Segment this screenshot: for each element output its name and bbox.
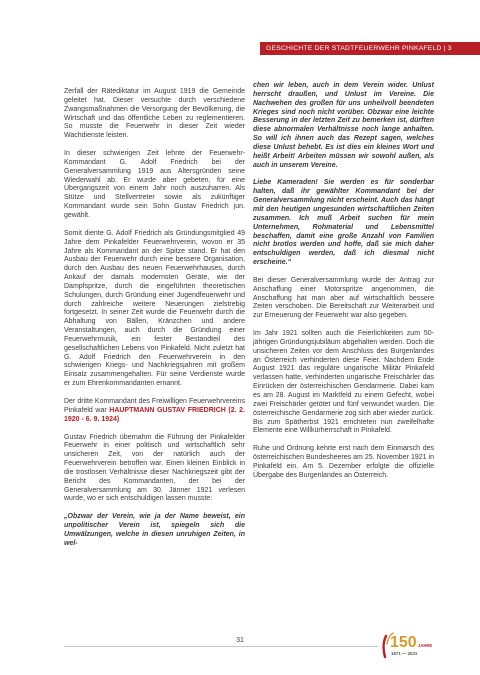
page-number: 31 (236, 637, 244, 644)
commander-name-highlight: HAUPTMANN GUSTAV FRIEDRICH (2. 2. 1920 - 6. 9. 1924) (64, 406, 245, 423)
paragraph: Somit diente G. Adolf Friedrich als Gründungsmitglied 49 Jahre dem Pinkafelder Feuerwehrverein, wovon er 35 Jahre als Kommandant an der Spitze stand. Er hat den Ausbau der Feuerwehr durch eine bessere Organisation, durch den Ausbau des neuen Feuerwehrhauses, durch Ankauf der damals modernsten Geräte, wie der Dampfspritze, durch die eingeführten theoretischen Schulungen, durch Gründung einer Jugendfeuerwehr und durch zahlreiche weitere Neuerungen zielstrebig fortgesetzt. In seiner Zeit wurde die Feuerwehr durch die Abhaltung von Bällen, Kränzchen und andere Veranstaltungen, auch durch die Gründung einer Feuerwehrmusik, ein fester Bestandteil des gesellschaftlichen Lebens von Pinkafeld. Nicht zuletzt hat G. Adolf Friedrich den Feuerwehrverein in den schwierigen Kriegs- und Nachkriegsjahren mit großem Einsatz zusammengehalten. Für seine Verdienste wurde er zum Ehrenkommandanten ernannt. (64, 229, 245, 388)
logo-word: JAHRE (418, 643, 433, 648)
footer-divider (64, 646, 378, 647)
left-text-column (64, 88, 245, 558)
paragraph: Zerfall der Rätediktatur im August 1919 die Gemeinde geleitet hat. Dieser versuchte durch verschiedene Zwangsmaßnahmen die Versorgung der Bevölkerung, die Wirtschaft und das öffentliche Leben zu reglementieren. So musste die Feuerwehr in dieser Zeit wieder Wachdienste leisten. (64, 88, 245, 140)
quote-paragraph: Liebe Kameraden! Sie werden es für sonderbar halten, daß ihr gewählter Kommandant bei der Generalversammlung nicht erscheint. Auch das hängt mit den heutigen ungesunden wirtschaftlichen Zeiten zusammen. Ich muß Arbeit suchen für mein Unternehmen, Rohmaterial und Lebensmittel beschaffen, damit eine große Anzahl von Familien nicht brotlos werden und hoffe, daß sie mich daher entschuldigen werden, daß ich diesmal nicht erscheine.“ (253, 179, 434, 267)
paragraph: Bei dieser Generalversammlung wurde der Antrag zur Anschaffung einer Motorspritze angenommen, die Anschaffung hat man aber auf wirtschaftlich bessere Zeiten verschoben. Die Bereitschaft zur Weiterarbeit und zur Erneuerung der Feuerwehr war also gegeben. (253, 276, 434, 320)
anniversary-logo (382, 626, 436, 660)
running-header: GESCHICHTE DER STADTFEUERWEHR PINKAFELD | 3 (260, 42, 480, 55)
paragraph-text: Der dritte Kommandant des Freiwilligen Feuerwehrvereins Pinkafeld war (64, 398, 245, 414)
paragraph: Gustav Friedrich übernahm die Führung der Pinkafelder Feuerwehr in einer politisch und wirtschaftlich sehr unsicheren Zeit, von der natürlich auch der Feuerwehrverein betroffen war. Einen kleinen Einblick in die trostlosen Verhältnisse dieser Nachkriegszeit gibt der Bericht des Kommandanten, der bei der Generalversammlung am 30. Jänner 1921 verlesen wurde, wo er sich entschuldigen lassen musste: (64, 433, 245, 503)
right-text-column (253, 82, 434, 490)
logo-number: 150 (390, 634, 417, 651)
quote-paragraph: chen wir leben, auch in dem Verein wider. Unlust herrscht draußen, und Unlust im Vereine. Die Nachwehen des großen für uns unheilvoll beendeten Krieges sind noch nicht vorüber. Obzwar eine leichte Besserung in der letzten Zeit zu bemerken ist, dürften diese abnormalen Verhältnisse noch lange anhalten. So will ich ihnen auch das Rezept sagen, welches diese Unlust behebt. Es ist dies ein kleines Wort und heißt Arbeit! Arbeiten müssen wir sowohl außen, als auch in unserem Vereine. (253, 82, 434, 169)
paragraph-commander-intro (64, 398, 245, 425)
quote-paragraph: „Obzwar der Verein, wie ja der Name beweist, ein unpolitischer Verein ist, spiegeln sich die Umwälzungen, welche in diesen unruhigen Zeiten, in wel- (64, 513, 245, 547)
paragraph: Im Jahr 1921 sollten auch die Feierlichkeiten zum 50-jährigen Gründungsjubiläum abgehalten werden. Doch die unsicheren Zeiten vor dem Anschluss des Burgenlandes an Österreich verhinderten diese Feier. Nachdem Ende August 1921 das reguläre ungarische Militär Pinkafeld verlassen hatte, verhinderten ungarische Freischärler das Einrücken der österreichischen Gendarmerie. Dabei kam es am 28. August im Marktfeld zu einem Gefecht, wobei zwei Freischärler getötet und fünf verwundet wurden. Die österreichische Gendarmerie zog sich aber wieder zurück. Bis zum Spätherbst 1921 errichteten nun zweifelhafte Elemente eine Willkürherrschaft in Pinkafeld. (253, 330, 434, 435)
paragraph: Ruhe und Ordnung kehrte erst nach dem Einmarsch des österreichischen Bundesheeres am 25. November 1921 in Pinkafeld ein. Am 5. Dezember erfolgte die offizielle Übergabe des Burgenlandes an Österreich. (253, 445, 434, 479)
paragraph: In dieser schwierigen Zeit lehnte der Feuerwehr-Kommandant G. Adolf Friedrich bei der Generalversammlung 1919 aus Altersgründen seine Wiederwahl ab. Er wurde aber gebeten, für eine Übergangszeit von einem Jahr noch auszuharren. Als Stütze und Stellvertreter sowie als zukünftiger Kommandant wurde sein Sohn Gustav Friedrich jun. gewählt. (64, 150, 245, 219)
logo-years: 1871 — 2021 (391, 651, 418, 656)
